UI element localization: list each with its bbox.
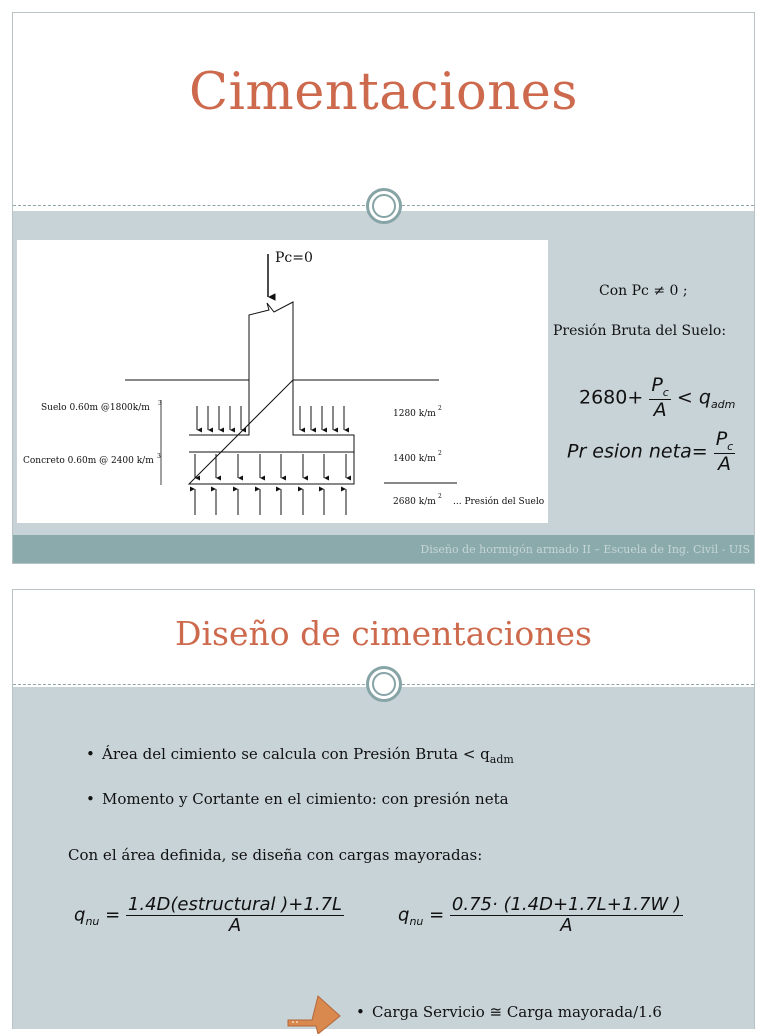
soil-load-arrows bbox=[197, 406, 344, 430]
soil-reaction-arrows bbox=[195, 489, 346, 515]
pressure-1280: 1280 k/m bbox=[393, 409, 436, 419]
pressure-1400: 1400 k/m bbox=[393, 454, 436, 464]
pressure-note: ... Presión del Suelo bbox=[453, 497, 545, 507]
eq2-lhs: Pr esion neta bbox=[567, 440, 692, 463]
eq3-lhs: q bbox=[74, 904, 86, 926]
eq4-num: 0.75· (1.4D+1.7L+1.7W ) bbox=[451, 894, 681, 915]
ring-ornament bbox=[366, 188, 402, 224]
eq1-lhs: 2680 bbox=[579, 386, 628, 409]
eq1-fraction bbox=[649, 375, 671, 421]
eq1-rhs: q bbox=[698, 386, 711, 409]
eq1-den: A bbox=[653, 398, 667, 421]
concrete-load-arrows bbox=[195, 454, 346, 478]
footing-diagram bbox=[17, 240, 548, 523]
footing-diagram-svg bbox=[17, 240, 548, 523]
eq1-rel: < bbox=[676, 386, 693, 409]
suelo-exp: 3 bbox=[158, 400, 162, 407]
equation-qnu-left: $q_{nu}$ = $\frac{\text{1.4D(estructural )+1.7L}}{A}$ bbox=[74, 894, 343, 936]
pressure-2680-exp: 2 bbox=[438, 493, 442, 500]
eq2-den: A bbox=[717, 452, 731, 475]
slide-title: Diseño de cimentaciones bbox=[175, 614, 592, 653]
slide-cimentaciones bbox=[12, 12, 755, 564]
eq4-den: A bbox=[560, 914, 573, 936]
bullet-sub: adm bbox=[489, 753, 514, 766]
arrow-icon bbox=[280, 994, 342, 1034]
bullet-momento-cortante: • Momento y Cortante en el cimiento: con presión neta bbox=[86, 790, 509, 808]
pressure-2680: 2680 k/m bbox=[393, 497, 436, 507]
concreto-label: Concreto 0.60m @ 2400 k/m bbox=[23, 456, 154, 466]
equation-presion-neta: Pr esion neta= $\frac{P_c}{A}$ bbox=[567, 428, 734, 475]
slide-diseno-cimentaciones bbox=[12, 589, 755, 1029]
eq1-num-sub: c bbox=[662, 385, 669, 399]
pressure-1280-exp: 2 bbox=[438, 405, 442, 412]
column bbox=[249, 302, 293, 380]
eq2-fraction bbox=[714, 429, 736, 475]
eq3-lhs-sub: nu bbox=[85, 914, 100, 928]
slide-footer bbox=[13, 535, 754, 564]
pc-label: Pc=0 bbox=[275, 250, 313, 266]
bullet-text: Momento y Cortante en el cimiento: con presión neta bbox=[102, 790, 509, 808]
eq3-den: A bbox=[228, 914, 242, 936]
eq4-fraction bbox=[450, 895, 683, 936]
suelo-label: Suelo 0.60m @1800k/m bbox=[41, 403, 150, 413]
bullet-text: Carga Servicio ≅ Carga mayorada/1.6 bbox=[372, 1003, 662, 1021]
eq4-lhs-sub: nu bbox=[409, 914, 424, 928]
concreto-exp: 3 bbox=[157, 453, 161, 460]
eq1-num: P bbox=[651, 374, 663, 396]
eq3-fraction bbox=[126, 895, 344, 936]
eq2-num: P bbox=[715, 428, 728, 450]
bullet-text: Área del cimiento se calcula con Presión Bruta < q bbox=[102, 745, 490, 763]
eq4-lhs: q bbox=[398, 904, 410, 926]
slide-title: Cimentaciones bbox=[189, 63, 578, 122]
pressure-1400-exp: 2 bbox=[438, 450, 442, 457]
eq2-num-sub: c bbox=[727, 439, 734, 453]
bullet-area-cimiento: • Área del cimiento se calcula con Presión Bruta < $q_{adm}$ bbox=[86, 745, 514, 766]
ring-ornament bbox=[366, 666, 402, 702]
eq3-num: 1.4D(estructural )+1.7L bbox=[127, 894, 343, 915]
equation-presion-bruta: 2680+ $\frac{P_c}{A}$ < $q_{adm}$ bbox=[579, 374, 736, 421]
bullet-carga-servicio: • Carga Servicio ≅ Carga mayorada/1.6 bbox=[356, 1003, 662, 1021]
con-pc-text: Con Pc ≠ 0 ; bbox=[599, 283, 688, 299]
footer-text: Diseño de hormigón armado II – Escuela de Ing. Civil - UIS bbox=[420, 543, 750, 556]
paragraph-cargas-mayoradas: Con el área definida, se diseña con cargas mayoradas: bbox=[68, 846, 483, 864]
footing bbox=[189, 380, 354, 484]
equation-qnu-right: $q_{nu}$ = $\frac{0.75\cdot (1.4D+1.7L+1.7W )}{A}$ bbox=[398, 894, 681, 936]
presion-bruta-text: Presión Bruta del Suelo: bbox=[553, 323, 727, 339]
eq1-rhs-sub: adm bbox=[710, 398, 736, 412]
